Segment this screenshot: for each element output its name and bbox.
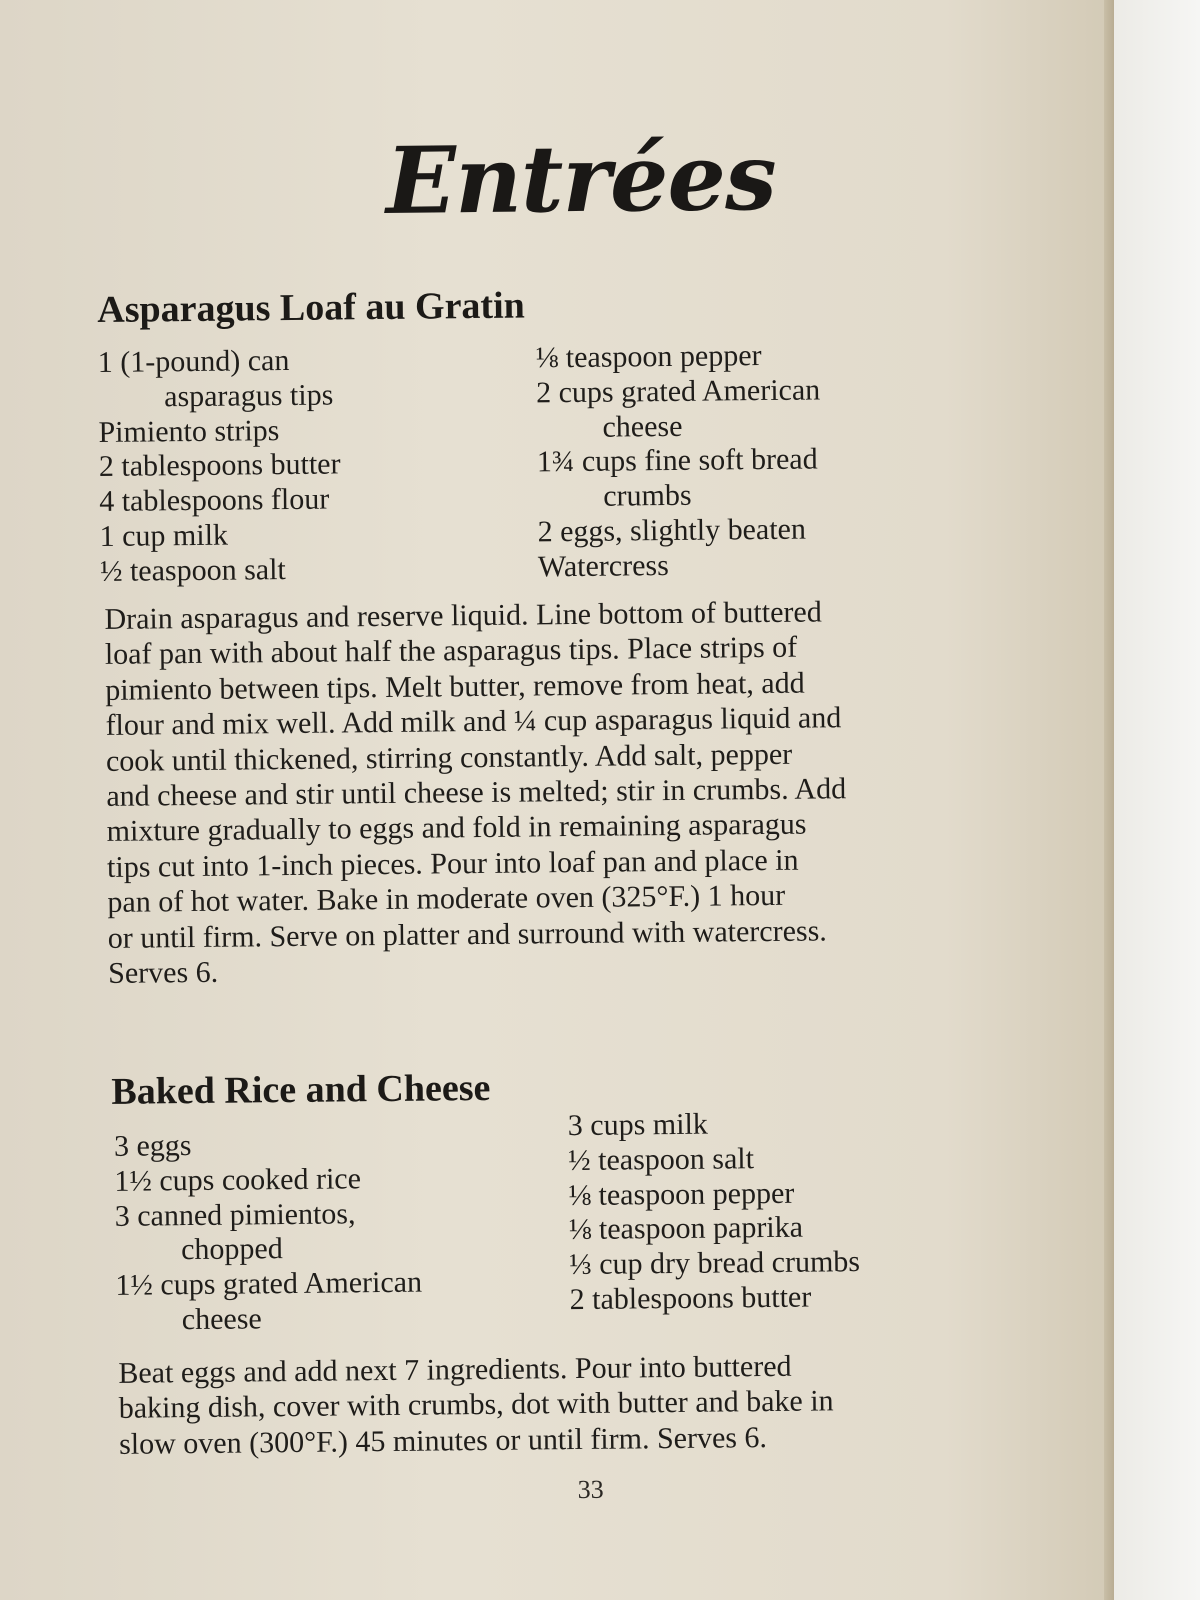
- ingredient-item: cheese: [602, 409, 683, 444]
- method-line: cook until thickened, stirring constantly. Add salt, pepper: [105, 737, 793, 778]
- page-title: Entrées: [385, 122, 777, 235]
- ingredient-item: 2 tablespoons butter: [569, 1280, 812, 1317]
- ingredient-item: ½ teaspoon salt: [99, 552, 286, 588]
- ingredient-item: 1 (1-pound) can: [97, 343, 290, 379]
- recipe-method: [104, 594, 848, 991]
- ingredient-item: 2 eggs, slightly beaten: [537, 512, 807, 549]
- method-line: baking dish, cover with crumbs, dot with butter and bake in: [118, 1384, 834, 1426]
- method-line: mixture gradually to eggs and fold in remaining asparagus: [106, 807, 807, 849]
- page-number: 33: [577, 1474, 604, 1505]
- ingredient-item: ⅛ teaspoon pepper: [535, 339, 762, 375]
- ingredient-item: asparagus tips: [163, 378, 334, 414]
- method-line: pan of hot water. Bake in moderate oven (325°F.) 1 hour: [107, 878, 786, 920]
- ingredient-item: crumbs: [603, 478, 692, 513]
- recipe-title: Baked Rice and Cheese: [111, 1066, 491, 1113]
- ingredient-item: 4 tablespoons flour: [99, 482, 330, 519]
- ingredient-item: 2 tablespoons butter: [98, 447, 341, 484]
- recipe-title: Asparagus Loaf au Gratin: [97, 284, 526, 331]
- ingredient-item: 1 cup milk: [99, 518, 229, 553]
- ingredient-item: 3 canned pimientos,: [114, 1196, 356, 1233]
- ingredient-item: cheese: [181, 1302, 262, 1337]
- ingredients-right: [536, 338, 823, 585]
- ingredient-item: Pimiento strips: [98, 413, 280, 449]
- ingredient-item: 2 cups grated American: [535, 373, 821, 410]
- page-content: [94, 0, 1011, 1600]
- ingredient-item: Watercress: [537, 548, 669, 584]
- ingredient-item: ⅛ teaspoon pepper: [568, 1176, 795, 1212]
- method-line: slow oven (300°F.) 45 minutes or until firm. Serves 6.: [118, 1420, 768, 1461]
- ingredients-left: [114, 1127, 423, 1339]
- ingredients-right: [568, 1106, 861, 1318]
- ingredients-left: [98, 343, 342, 589]
- ingredient-item: ⅛ teaspoon paprika: [568, 1211, 804, 1247]
- method-line: pimiento between tips. Melt butter, remove from heat, add: [105, 666, 805, 707]
- ingredient-item: 3 eggs: [113, 1129, 192, 1163]
- ingredient-item: ⅓ cup dry bread crumbs: [569, 1245, 861, 1282]
- recipe-method: [118, 1348, 834, 1462]
- method-line: Serves 6.: [108, 955, 219, 990]
- method-line: Drain asparagus and reserve liquid. Line bottom of buttered: [104, 595, 822, 636]
- ingredient-item: chopped: [180, 1232, 283, 1267]
- background-surface: [1114, 0, 1200, 1600]
- ingredient-item: ½ teaspoon salt: [568, 1141, 755, 1177]
- page-edge: [1104, 0, 1114, 1600]
- method-line: tips cut into 1-inch pieces. Pour into loaf pan and place in: [106, 843, 799, 884]
- method-line: loaf pan with about half the asparagus tips. Place strips of: [104, 631, 798, 672]
- method-line: flour and mix well. Add milk and ¼ cup asparagus liquid and: [105, 701, 842, 743]
- method-line: or until firm. Serve on platter and surround with watercress.: [107, 913, 827, 955]
- ingredient-item: 1½ cups grated American: [115, 1265, 423, 1303]
- ingredient-item: 1¾ cups fine soft bread: [536, 442, 818, 479]
- method-line: and cheese and stir until cheese is melted; stir in crumbs. Add: [106, 772, 847, 813]
- ingredient-item: 1½ cups cooked rice: [114, 1162, 362, 1198]
- ingredient-item: 3 cups milk: [567, 1107, 708, 1143]
- method-line: Beat eggs and add next 7 ingredients. Pour into buttered: [118, 1349, 792, 1390]
